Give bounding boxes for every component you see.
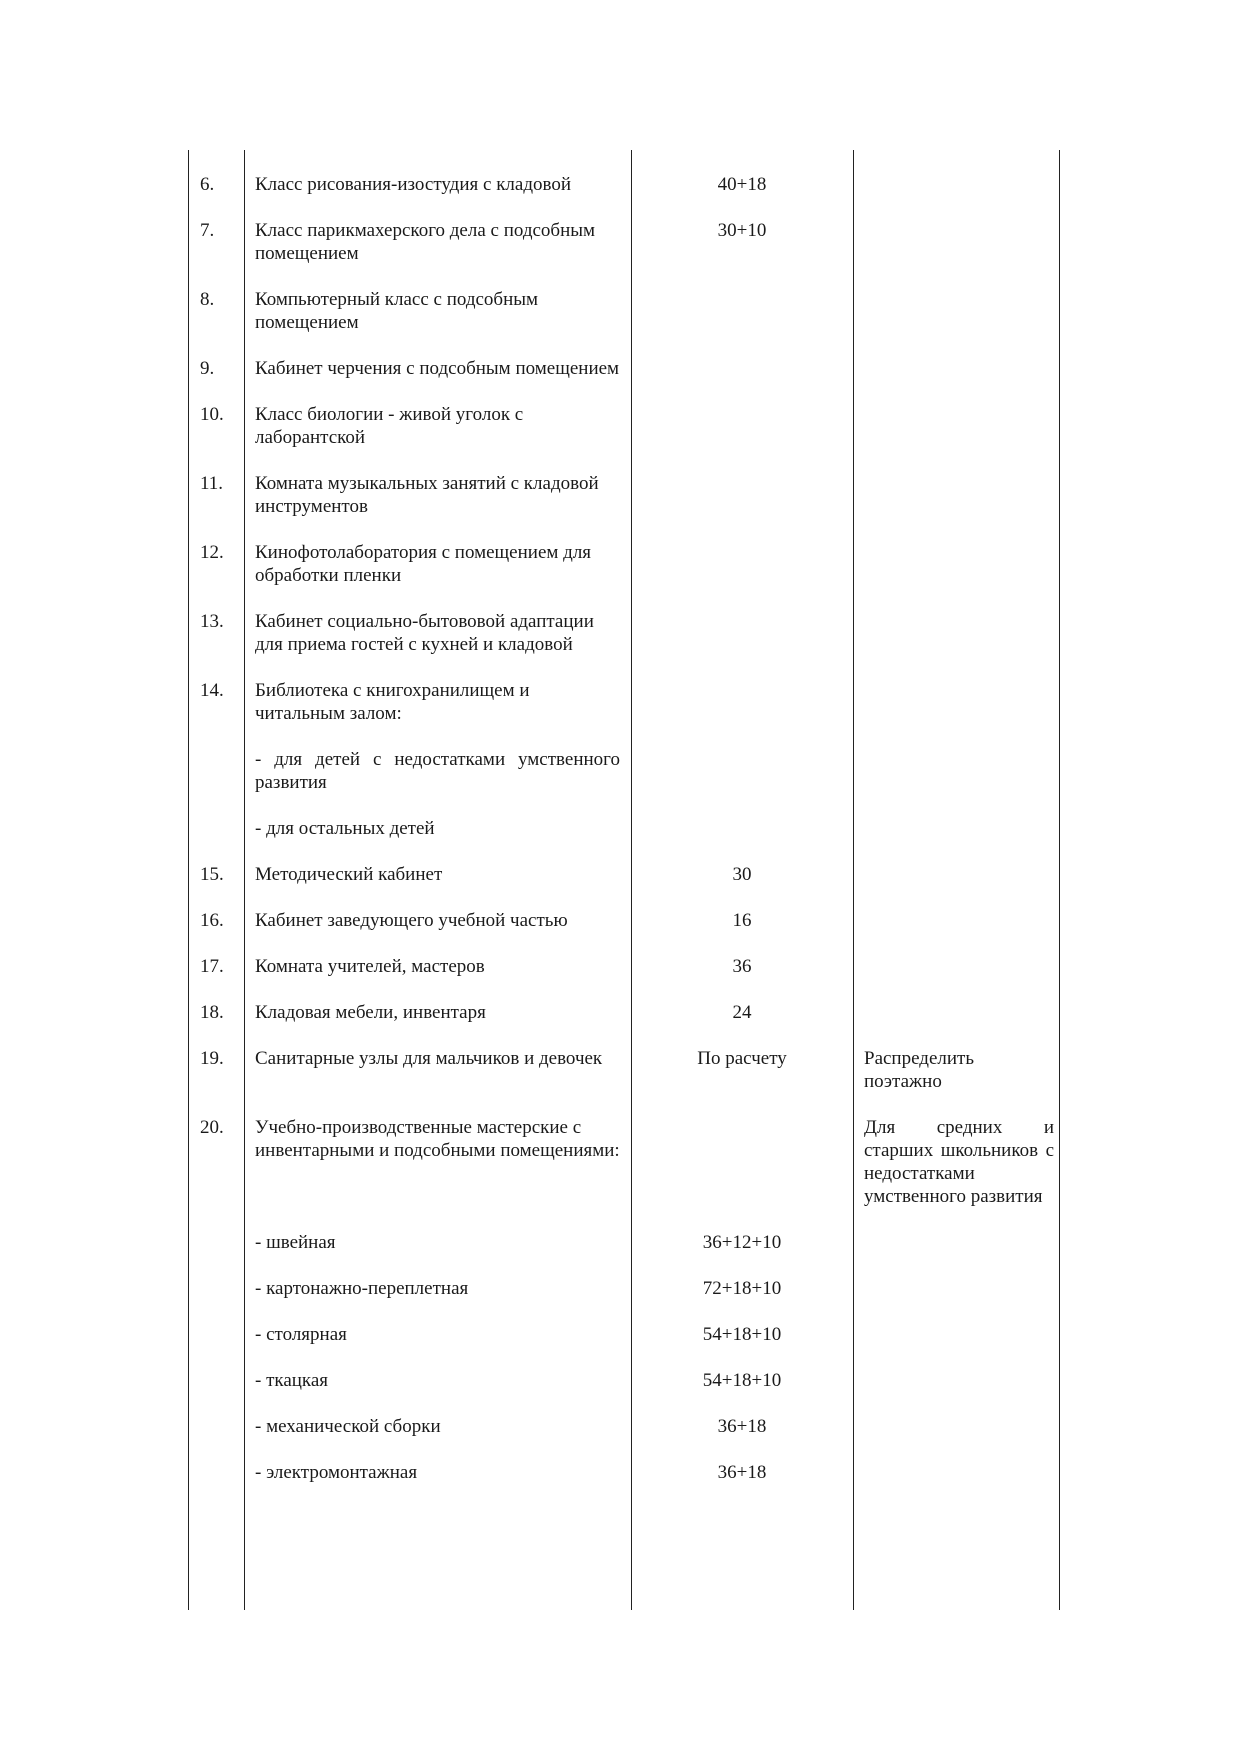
table-row xyxy=(188,150,1065,219)
room-name: - для остальных детей xyxy=(255,818,435,839)
table-row xyxy=(188,817,1065,863)
row-number: 10. xyxy=(200,404,224,425)
room-name: - картонажно-переплетная xyxy=(255,1278,469,1299)
room-note xyxy=(853,1001,1065,1047)
table-row xyxy=(188,357,1065,403)
row-number xyxy=(188,817,244,863)
room-area: 54+18+10 xyxy=(702,1324,782,1345)
table-row xyxy=(188,1461,1065,1507)
row-number xyxy=(188,1323,244,1369)
room-name: - механической сборки xyxy=(255,1416,441,1437)
row-number xyxy=(188,1231,244,1277)
table-row xyxy=(188,1277,1065,1323)
row-number: 15. xyxy=(200,864,224,885)
room-note xyxy=(853,541,1065,610)
row-number: 7. xyxy=(200,220,215,241)
table-row xyxy=(188,610,1065,679)
table-row xyxy=(188,288,1065,357)
room-name: Кабинет черчения с подсобным помещением xyxy=(255,358,620,379)
room-area: 36+18 xyxy=(717,1462,767,1483)
row-number xyxy=(188,1415,244,1461)
room-name: Кабинет социально-бытововой адаптации для приема гостей с кухней и кладовой xyxy=(255,611,594,655)
table-row xyxy=(188,1047,1065,1116)
table-row xyxy=(188,1001,1065,1047)
room-note xyxy=(853,610,1065,679)
room-area xyxy=(631,541,853,610)
room-name: - для детей с недостатками умственного развития xyxy=(255,749,620,793)
table-row xyxy=(188,679,1065,748)
room-area xyxy=(631,403,853,472)
table-row xyxy=(188,1415,1065,1461)
row-number xyxy=(188,1369,244,1415)
room-note xyxy=(853,679,1065,748)
room-area xyxy=(631,748,853,817)
room-area: 54+18+10 xyxy=(702,1370,782,1391)
room-name: Комната музыкальных занятий с кладовой инструментов xyxy=(255,473,599,517)
room-note xyxy=(853,1369,1065,1415)
row-number xyxy=(188,1277,244,1323)
room-note xyxy=(853,1461,1065,1507)
room-note xyxy=(853,1415,1065,1461)
room-area xyxy=(631,679,853,748)
room-area: 36 xyxy=(732,956,752,977)
room-note xyxy=(853,150,1065,219)
room-area: 36+18 xyxy=(717,1416,767,1437)
room-note xyxy=(853,288,1065,357)
room-note xyxy=(853,1231,1065,1277)
room-name: - столярная xyxy=(255,1324,347,1345)
room-area: 16 xyxy=(732,910,752,931)
room-note: Для средних и старших школьников с недостатками умственного развития xyxy=(864,1117,1054,1207)
room-name: Библиотека с книгохранилищем и читальным залом: xyxy=(255,680,530,724)
table-row xyxy=(188,863,1065,909)
room-name: Кабинет заведующего учебной частью xyxy=(255,910,568,931)
room-name: Класс парикмахерского дела с подсобным помещением xyxy=(255,220,596,264)
room-area xyxy=(631,288,853,357)
room-name: - швейная xyxy=(255,1232,336,1253)
table-row xyxy=(188,1231,1065,1277)
row-number: 18. xyxy=(200,1002,224,1023)
table-row xyxy=(188,541,1065,610)
row-number: 9. xyxy=(200,358,215,379)
rooms-table xyxy=(188,150,1065,1507)
room-area: 36+12+10 xyxy=(702,1232,782,1253)
row-number: 14. xyxy=(200,680,224,701)
room-name: Компьютерный класс с подсобным помещением xyxy=(255,289,539,333)
room-name: - электромонтажная xyxy=(255,1462,418,1483)
room-area: 40+18 xyxy=(717,174,767,195)
room-area xyxy=(631,472,853,541)
room-area xyxy=(631,817,853,863)
room-area xyxy=(631,610,853,679)
room-name: Учебно-производственные мастерские с инвентарными и подсобными помещениями: xyxy=(255,1117,620,1161)
table-row xyxy=(188,472,1065,541)
row-number: 19. xyxy=(200,1048,224,1069)
table-row xyxy=(188,403,1065,472)
room-area: 72+18+10 xyxy=(702,1278,782,1299)
room-note: Распределить поэтажно xyxy=(864,1048,975,1092)
row-number xyxy=(188,1461,244,1507)
row-number: 11. xyxy=(200,473,224,494)
row-number: 8. xyxy=(200,289,215,310)
table-row xyxy=(188,748,1065,817)
table-row xyxy=(188,219,1065,288)
room-name: Санитарные узлы для мальчиков и девочек xyxy=(255,1048,603,1069)
room-name: Комната учителей, мастеров xyxy=(255,956,485,977)
row-number: 17. xyxy=(200,956,224,977)
room-note xyxy=(853,219,1065,288)
room-area xyxy=(631,357,853,403)
room-area: 30 xyxy=(732,864,752,885)
table-row xyxy=(188,909,1065,955)
row-number: 16. xyxy=(200,910,224,931)
room-name: Класс рисования-изостудия с кладовой xyxy=(255,174,572,195)
room-note xyxy=(853,403,1065,472)
row-number: 20. xyxy=(200,1117,224,1138)
room-area: 24 xyxy=(732,1002,752,1023)
room-area: По расчету xyxy=(697,1048,787,1069)
row-number: 13. xyxy=(200,611,224,632)
room-note xyxy=(853,1277,1065,1323)
room-name: Кинофотолаборатория с помещением для обработки пленки xyxy=(255,542,592,586)
row-number xyxy=(188,748,244,817)
table-row xyxy=(188,955,1065,1001)
room-note xyxy=(853,863,1065,909)
room-name: Класс биологии - живой уголок с лаборантской xyxy=(255,404,524,448)
room-name: - ткацкая xyxy=(255,1370,329,1391)
table-row xyxy=(188,1369,1065,1415)
row-number: 6. xyxy=(200,174,215,195)
room-note xyxy=(853,357,1065,403)
room-name: Кладовая мебели, инвентаря xyxy=(255,1002,486,1023)
room-note xyxy=(853,909,1065,955)
room-note xyxy=(853,955,1065,1001)
table-row xyxy=(188,1116,1065,1231)
room-area xyxy=(631,1116,853,1231)
room-note xyxy=(853,748,1065,817)
table-row xyxy=(188,1323,1065,1369)
row-number: 12. xyxy=(200,542,224,563)
room-area: 30+10 xyxy=(717,220,767,241)
room-name: Методический кабинет xyxy=(255,864,443,885)
room-note xyxy=(853,817,1065,863)
room-note xyxy=(853,1323,1065,1369)
room-note xyxy=(853,472,1065,541)
